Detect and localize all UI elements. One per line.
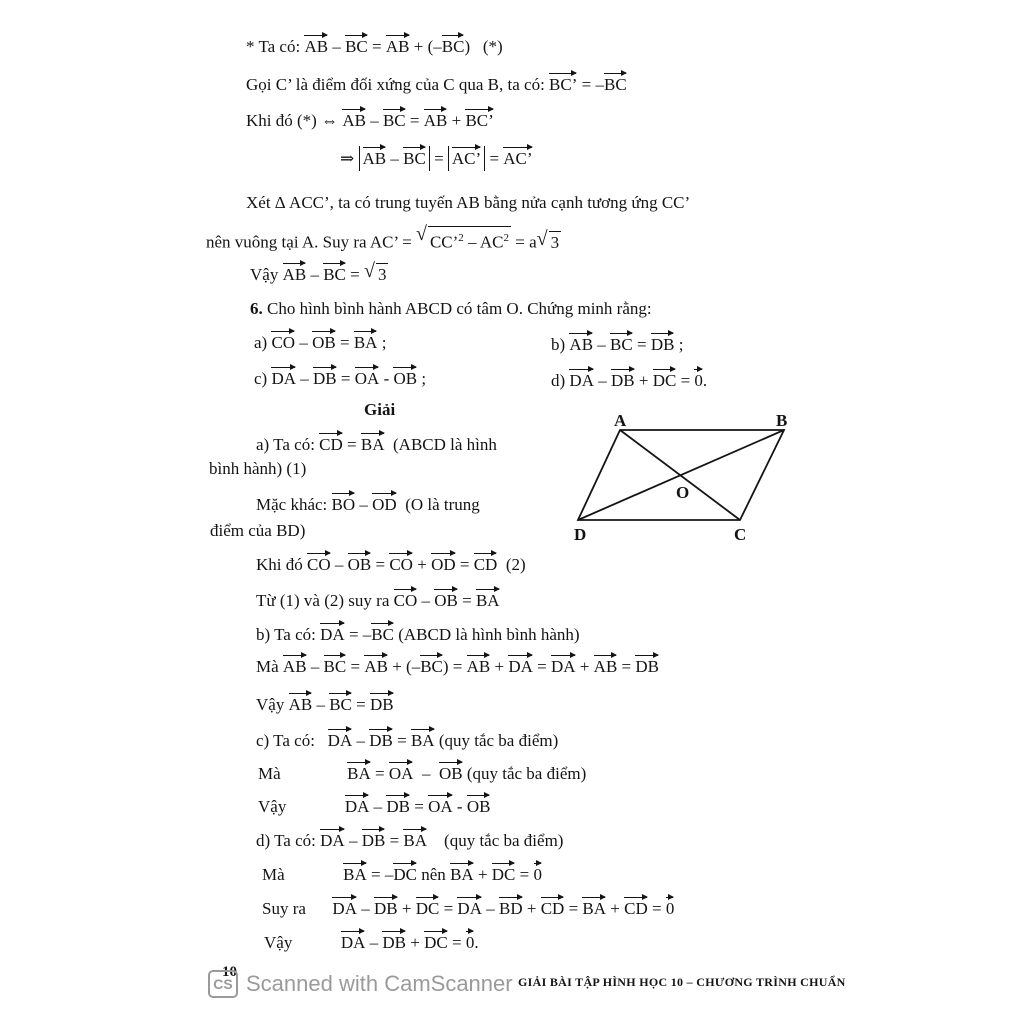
sol-d-line-4: Vậy DA – DB + DC = 0. bbox=[264, 930, 479, 954]
label-b: B bbox=[776, 411, 788, 430]
sol-b-line-2: Mà AB – BC = AB + (–BC) = AB + DA = DA + AB = DB bbox=[256, 654, 659, 678]
solution-heading: Giải bbox=[364, 400, 396, 419]
label-d: D bbox=[574, 525, 587, 544]
page-number: 10 bbox=[222, 964, 237, 980]
sol-d-line-3: Suy ra DA – DB + DC = DA – BD + CD = BA + CD = 0 bbox=[262, 896, 674, 920]
label-c: C bbox=[734, 525, 747, 544]
line-3: Khi đó (*) ⇔ AB – BC = AB + BC’ bbox=[246, 108, 494, 132]
sol-a-line-3: Mặc khác: BO – OD (O là trung bbox=[256, 492, 480, 516]
line-1: * Ta có: AB – BC = AB + (–BC) (*) bbox=[246, 34, 503, 58]
camscanner-logo-icon: CS bbox=[208, 970, 238, 998]
parallelogram-figure bbox=[570, 410, 800, 544]
sol-c-line-2: Mà BA = OA – OB (quy tắc ba điểm) bbox=[258, 761, 586, 785]
exercise-6-b: b) AB – BC = DB ; bbox=[551, 332, 683, 356]
sol-a-line-1: a) Ta có: CD = BA (ABCD là hình bbox=[256, 432, 497, 456]
book-title: GIẢI BÀI TẬP HÌNH HỌC 10 – CHƯƠNG TRÌNH CHUẨN bbox=[518, 975, 846, 989]
sol-c-line-1: c) Ta có: DA – DB = BA (quy tắc ba điểm) bbox=[256, 728, 558, 752]
sol-c-line-3: Vậy DA – DB = OA - OB bbox=[258, 794, 490, 818]
sol-a-line-6: Từ (1) và (2) suy ra CO – OB = BA bbox=[256, 588, 500, 612]
sol-d-line-1: d) Ta có: DA – DB = BA (quy tắc ba điểm) bbox=[256, 828, 563, 852]
diagonal-bd bbox=[578, 430, 784, 520]
line-7: Vậy AB – BC = √ 3 bbox=[250, 260, 387, 284]
exercise-6-a: a) CO – OB = BA ; bbox=[254, 330, 386, 354]
exercise-6-d: d) DA – DB + DC = 0. bbox=[551, 368, 707, 392]
line-6: nên vuông tại A. Suy ra AC’ = √ CC’$^2$ – $AC^2 = a$ √ 3 bbox=[206, 223, 560, 252]
exercise-6-statement: 6. Cho hình bình hành ABCD có tâm O. Chứng minh rằng: bbox=[250, 299, 652, 318]
label-a: A bbox=[614, 411, 627, 430]
sol-a-line-5: Khi đó CO – OB = CO + OD = CD (2) bbox=[256, 552, 526, 576]
line-4: ⇒ AB – BC = AC’ = AC’ bbox=[340, 146, 533, 171]
sol-a-line-4: điểm của BD) bbox=[210, 521, 306, 540]
sol-b-line-1: b) Ta có: DA = –BC (ABCD là hình bình hành) bbox=[256, 622, 580, 646]
sol-b-line-3: Vậy AB – BC = DB bbox=[256, 692, 394, 716]
line-2: Gọi C’ là điểm đối xứng của C qua B, ta có: BC’ = –BC bbox=[246, 72, 627, 96]
label-o: O bbox=[676, 483, 690, 502]
line-5: Xét Δ ACC’, ta có trung tuyến AB bằng nửa cạnh tương ứng CC’ bbox=[246, 193, 691, 212]
sol-d-line-2: Mà BA = –DC nên BA + DC = 0 bbox=[262, 862, 542, 886]
exercise-6-c: c) DA – DB = OA - OB ; bbox=[254, 366, 426, 390]
camscanner-watermark bbox=[208, 970, 513, 998]
watermark-text: Scanned with CamScanner bbox=[246, 971, 513, 996]
sol-a-line-2: bình hành) (1) bbox=[209, 459, 307, 478]
